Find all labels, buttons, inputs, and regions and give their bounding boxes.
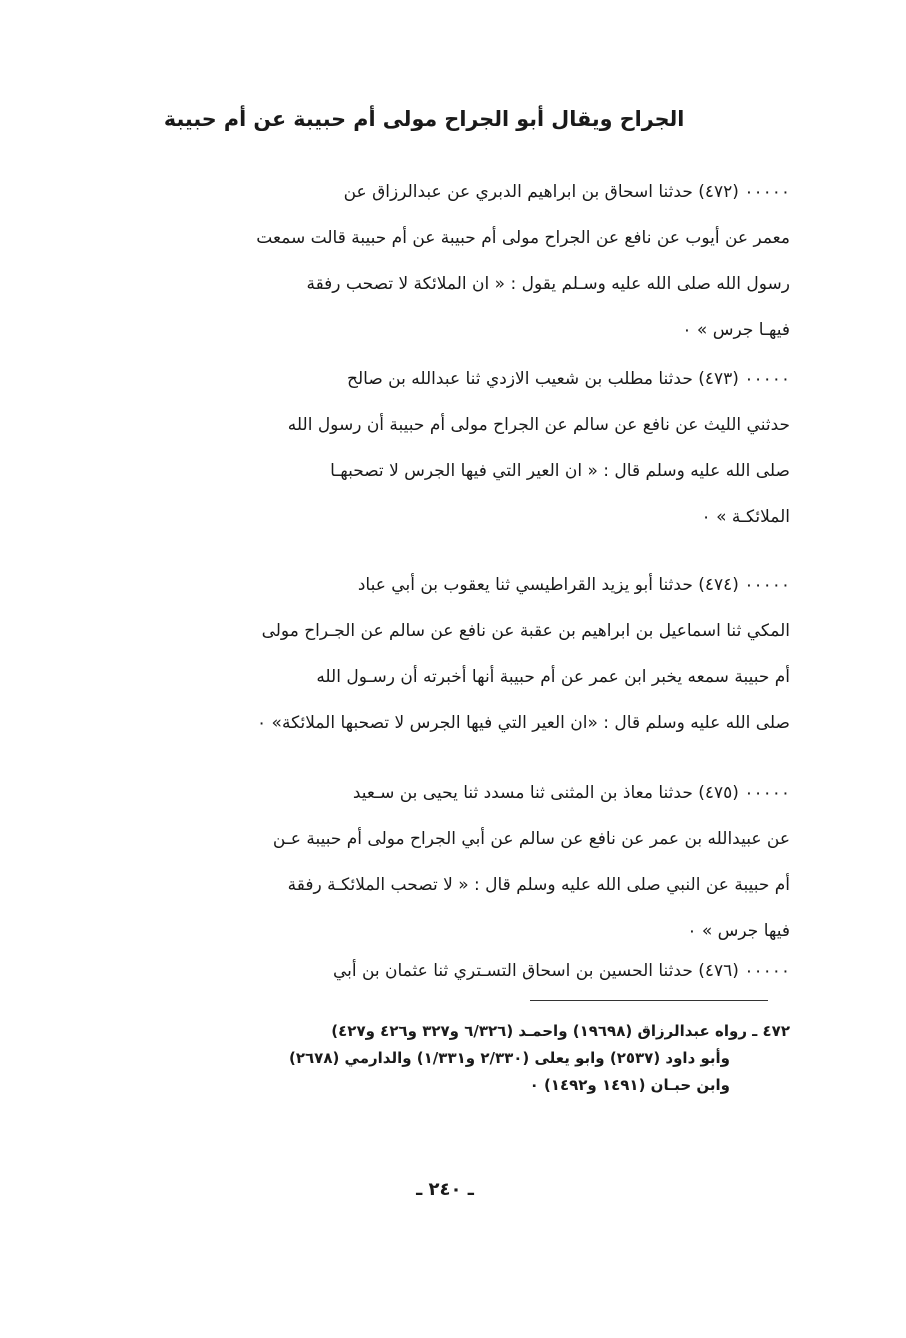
entry-line: المكي ثنا اسماعيل بن ابراهيم بن عقبة عن نافع عن سالم عن الجـراح مولى [261, 621, 790, 641]
footnote-line: وأبو داود (٢٥٣٧) وابو يعلى (٢/٣٣٠ و١/٣٣١) والدارمي (٢٦٧٨) [289, 1049, 730, 1067]
hadith-entry-475 [90, 770, 790, 954]
entry-line: أم حبيبة عن النبي صلى الله عليه وسلم قال : « لا تصحب الملائكـة رفقة [287, 875, 790, 895]
entry-line: الملائكـة » ٠ [701, 507, 790, 527]
entry-line: صلى الله عليه وسلم قال : «ان العير التي فيها الجرس لا تصحبها الملائكة» ٠ [257, 713, 790, 733]
footnote [90, 1018, 790, 1099]
entry-line: ٠٠٠٠٠ (٤٧٣) حدثنا مطلب بن شعيب الازدي ثنا عبدالله بن صالح [347, 369, 790, 389]
entry-line: ٠٠٠٠٠ (٤٧٦) حدثنا الحسين بن اسحاق التسـتري ثنا عثمان بن أبي [332, 961, 790, 981]
entry-line: عن عبيدالله بن عمر عن نافع عن سالم عن أبي الجراح مولى أم حبيبة عـن [272, 829, 790, 849]
hadith-entry-476 [90, 948, 790, 994]
entry-line: معمر عن أيوب عن نافع عن الجراح مولى أم حبيبة عن أم حبيبة قالت سمعت [256, 228, 790, 248]
footnote-line: وابن حبـان (١٤٩١ و١٤٩٢) ٠ [529, 1076, 730, 1094]
entry-line: فيهـا جرس » ٠ [682, 320, 790, 340]
entry-line: ٠٠٠٠٠ (٤٧٥) حدثنا معاذ بن المثنى ثنا مسدد ثنا يحيى بن سـعيد [352, 783, 790, 803]
footnote-line: ٤٧٢ ـ رواه عبدالرزاق (١٩٦٩٨) واحمـد (٦/٣٢٦ و٣٢٧ و٤٢٦ و٤٢٧) [331, 1022, 790, 1040]
entry-line: ٠٠٠٠٠ (٤٧٤) حدثنا أبو يزيد القراطيسي ثنا يعقوب بن أبي عباد [357, 575, 790, 595]
entry-line: فيها جرس » ٠ [687, 921, 790, 941]
page-number: ـ ٢٤٠ ـ [416, 1179, 474, 1200]
hadith-entry-472 [90, 169, 790, 353]
hadith-entry-474 [90, 562, 790, 746]
entry-line: حدثني الليث عن نافع عن سالم عن الجراح مولى أم حبيبة أن رسول الله [287, 415, 790, 435]
footnote-separator [530, 1000, 768, 1001]
entry-line: أم حبيبة سمعه يخبر ابن عمر عن أم حبيبة أنها أخبرته أن رسـول الله [316, 667, 790, 687]
entry-line: رسول الله صلى الله عليه وسـلم يقول : « ان الملائكة لا تصحب رفقة [306, 274, 790, 294]
entry-line: صلى الله عليه وسلم قال : « ان العير التي فيها الجرس لا تصحبهـا [330, 461, 790, 481]
page-heading: الجراح ويقال أبو الجراح مولى أم حبيبة عن أم حبيبة [163, 107, 684, 131]
hadith-entry-473 [90, 356, 790, 540]
entry-line: ٠٠٠٠٠ (٤٧٢) حدثنا اسحاق بن ابراهيم الدبري عن عبدالرزاق عن [343, 182, 790, 202]
